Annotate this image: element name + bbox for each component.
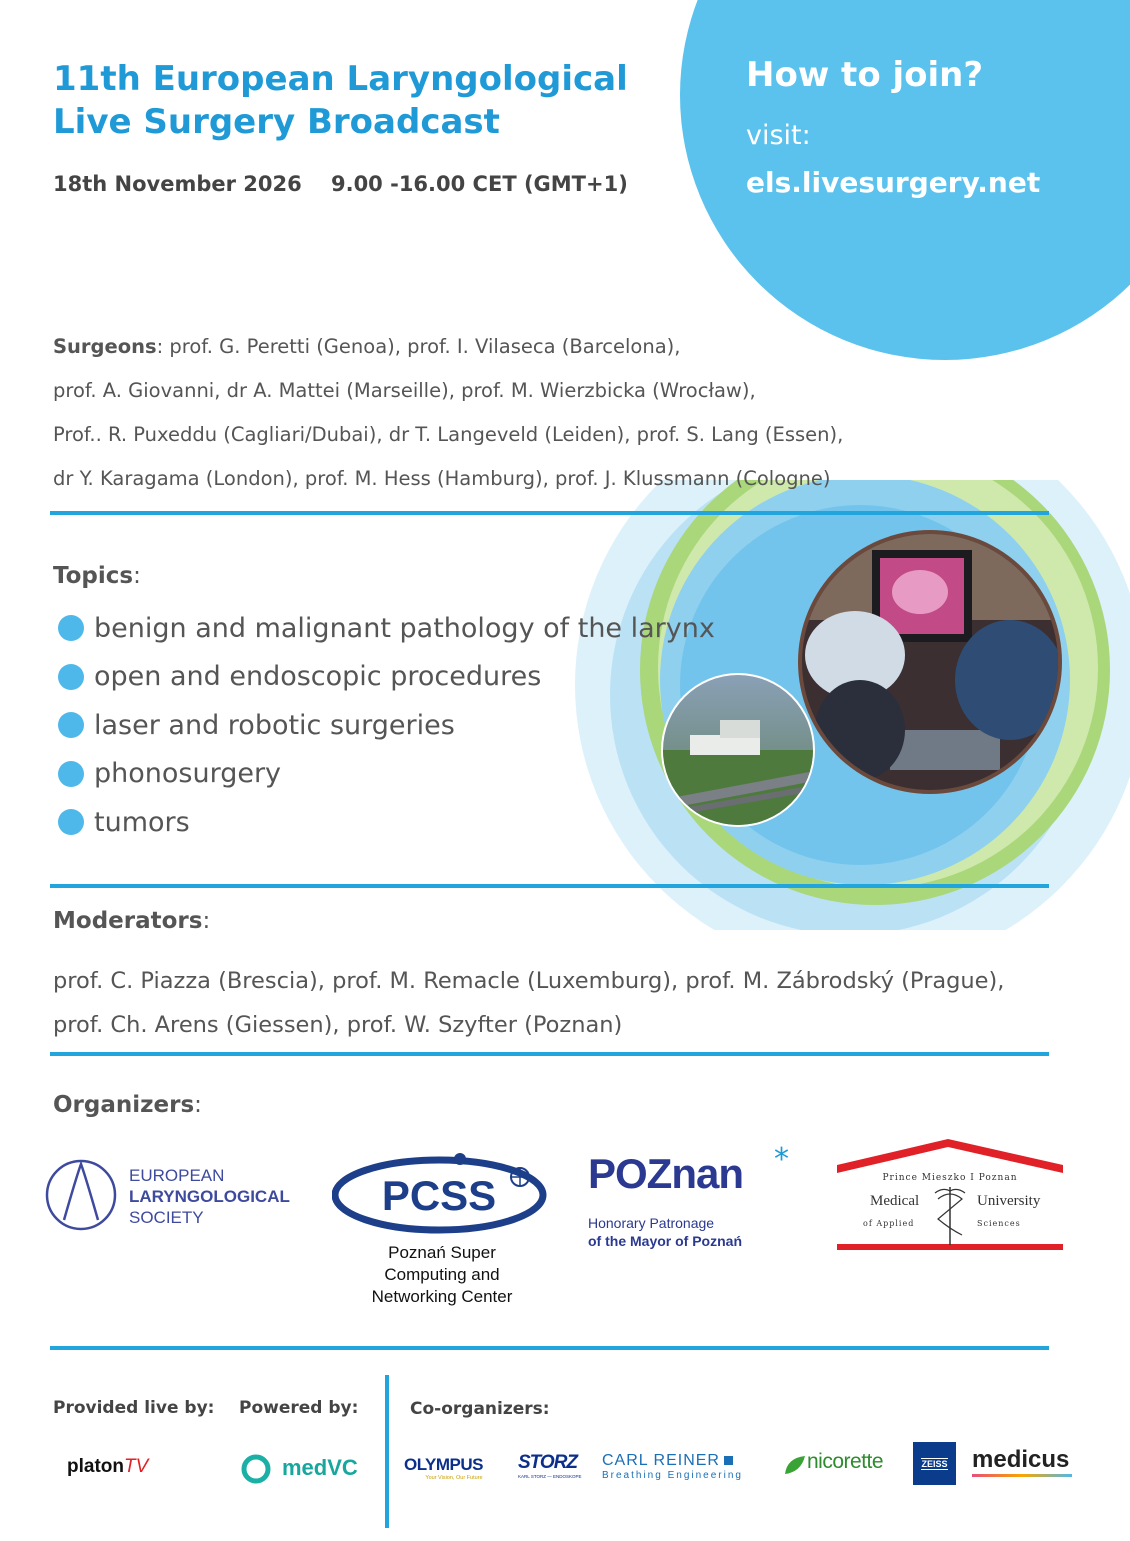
nicorette-logo: nicorette: [783, 1450, 903, 1480]
section-divider: [50, 511, 1049, 515]
topics-list: [58, 604, 715, 847]
bullet-dot-icon: [58, 761, 84, 787]
medical-university-logo: Prince Mieszko I Poznan Medical University of Applied Sciences: [835, 1135, 1065, 1255]
topic-item: tumors: [58, 798, 715, 847]
surgeons-line-2: prof. A. Giovanni, dr A. Mattei (Marseille), prof. M. Wierzbicka (Wrocław),: [53, 379, 756, 402]
provided-live-label: Provided live by:: [53, 1398, 215, 1418]
platon-tv-logo: platonTV: [67, 1456, 149, 1477]
powered-by-label: Powered by:: [239, 1398, 359, 1418]
bullet-dot-icon: [58, 712, 84, 738]
topic-item: phonosurgery: [58, 750, 715, 799]
join-visit-label: visit:: [746, 120, 811, 151]
event-date-time: [53, 172, 628, 196]
surgeons-line-1: Surgeons: prof. G. Peretti (Genoa), prof. I. Vilaseca (Barcelona),: [53, 335, 681, 358]
karl-storz-logo: STORZ KARL STORZ — ENDOSKOPE: [518, 1452, 582, 1479]
nicorette-leaf-icon: [783, 1454, 807, 1478]
join-url-link[interactable]: els.livesurgery.net: [746, 166, 1041, 199]
surgeons-line-4: dr Y. Karagama (London), prof. M. Hess (Hamburg), prof. J. Klussmann (Cologne): [53, 467, 831, 490]
surgeons-section: [53, 325, 1053, 501]
topics-heading: Topics:: [53, 563, 141, 589]
event-date: 18th November 2026: [53, 172, 302, 196]
section-divider: [50, 884, 1049, 888]
asterisk-icon: *: [774, 1142, 789, 1177]
medicus-logo: medicus: [972, 1446, 1077, 1477]
moderators-line-2: prof. Ch. Arens (Giessen), prof. W. Szyfter (Poznan): [53, 1012, 623, 1038]
surgeons-line-3: Prof.. R. Puxeddu (Cagliari/Dubai), dr T. Langeveld (Leiden), prof. S. Lang (Essen),: [53, 423, 844, 446]
bullet-dot-icon: [58, 664, 84, 690]
medvc-ring-icon: [240, 1453, 272, 1485]
moderators-list: [53, 959, 1004, 1047]
event-time: 9.00 -16.00 CET (GMT+1): [330, 172, 628, 196]
olympus-logo: OLYMPUS Your Vision, Our Future: [404, 1455, 484, 1481]
pcss-emblem-icon: [332, 1150, 552, 1235]
carl-reiner-logo: CARL REINER Breathing Engineering: [602, 1452, 743, 1481]
svg-text:PCSS: PCSS: [381, 1172, 497, 1219]
surgeons-label: Surgeons: [53, 335, 157, 358]
footer-vertical-divider: [385, 1375, 389, 1528]
section-divider: [50, 1346, 1049, 1350]
moderators-heading: Moderators:: [53, 908, 211, 934]
organizers-heading: Organizers:: [53, 1092, 202, 1118]
poznan-logo: POZnan * Honorary Patronage of the Mayor of Poznań: [588, 1142, 789, 1249]
coorganizers-label: Co-organizers:: [410, 1399, 550, 1419]
event-title: [53, 58, 628, 144]
event-title-line1: 11th European Laryngological: [53, 59, 628, 99]
topic-item: laser and robotic surgeries: [58, 701, 715, 750]
els-emblem-icon: [44, 1158, 118, 1232]
topic-item: open and endoscopic procedures: [58, 653, 715, 702]
bullet-dot-icon: [58, 615, 84, 641]
topic-item: benign and malignant pathology of the larynx: [58, 604, 715, 653]
moderators-line-1: prof. C. Piazza (Brescia), prof. M. Remacle (Luxemburg), prof. M. Zábrodský (Prague),: [53, 968, 1005, 994]
zeiss-logo: ZEISS: [913, 1442, 956, 1485]
els-logo: EUROPEAN LARYNGOLOGICAL SOCIETY: [44, 1158, 324, 1233]
medvc-logo: medVC: [240, 1453, 370, 1487]
join-heading: How to join?: [746, 55, 984, 95]
pcss-logo: PCSS Poznań Super Computing and Networking Center: [332, 1150, 552, 1310]
event-title-line2: Live Surgery Broadcast: [53, 102, 500, 142]
bullet-dot-icon: [58, 809, 84, 835]
section-divider: [50, 1052, 1049, 1056]
